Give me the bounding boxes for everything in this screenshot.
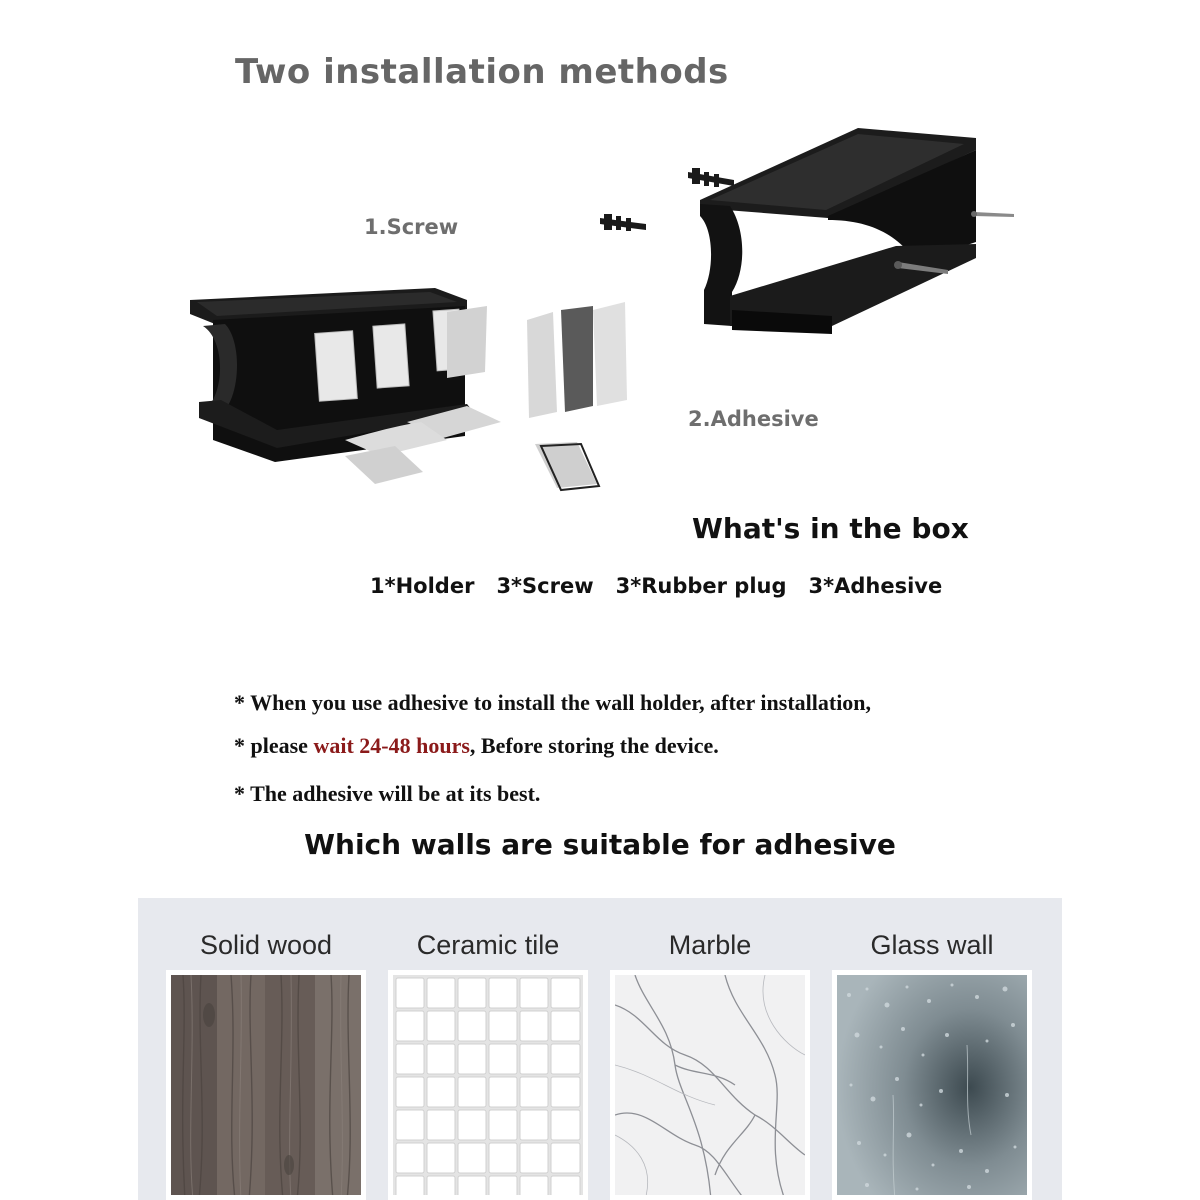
wall-label: Marble: [668, 930, 752, 960]
wood-texture-image: [166, 970, 366, 1200]
wall-card-ceramic-tile: [388, 898, 588, 1200]
marble-texture-image: [610, 970, 810, 1200]
holder-adhesive-illustration: [596, 120, 1016, 350]
install-note-2-prefix: * please: [234, 733, 314, 758]
wall-card-solid-wood: [166, 898, 366, 1200]
box-item-screw: 3*Screw: [496, 574, 594, 598]
tile-texture-image: [388, 970, 588, 1200]
box-contents-title: What's in the box: [692, 512, 969, 545]
install-note-3: * The adhesive will be at its best.: [234, 781, 541, 806]
box-item-adhesive: 3*Adhesive: [808, 574, 943, 598]
box-contents-list: [370, 574, 942, 598]
wall-label: Ceramic tile: [416, 930, 560, 960]
method-screw-label: 1.Screw: [364, 215, 459, 239]
box-item-rubber-plug: 3*Rubber plug: [615, 574, 787, 598]
install-note-2-highlight: wait 24-48 hours: [313, 733, 470, 758]
holder-screw-illustration: [185, 240, 665, 500]
wall-card-glass-wall: [832, 898, 1032, 1200]
install-note-2: [234, 733, 719, 759]
box-item-holder: 1*Holder: [370, 574, 475, 598]
glass-texture-image: [832, 970, 1032, 1200]
wall-label: Solid wood: [199, 930, 333, 960]
page-title: Two installation methods: [235, 52, 729, 92]
install-note-1: * When you use adhesive to install the wall holder, after installation,: [234, 690, 872, 715]
method-adhesive-label: 2.Adhesive: [688, 407, 819, 431]
wall-card-marble: [610, 898, 810, 1200]
wall-label: Glass wall: [870, 930, 994, 960]
walls-title: Which walls are suitable for adhesive: [304, 828, 896, 861]
walls-panel: [138, 898, 1062, 1200]
install-note-2-suffix: , Before storing the device.: [469, 733, 719, 758]
